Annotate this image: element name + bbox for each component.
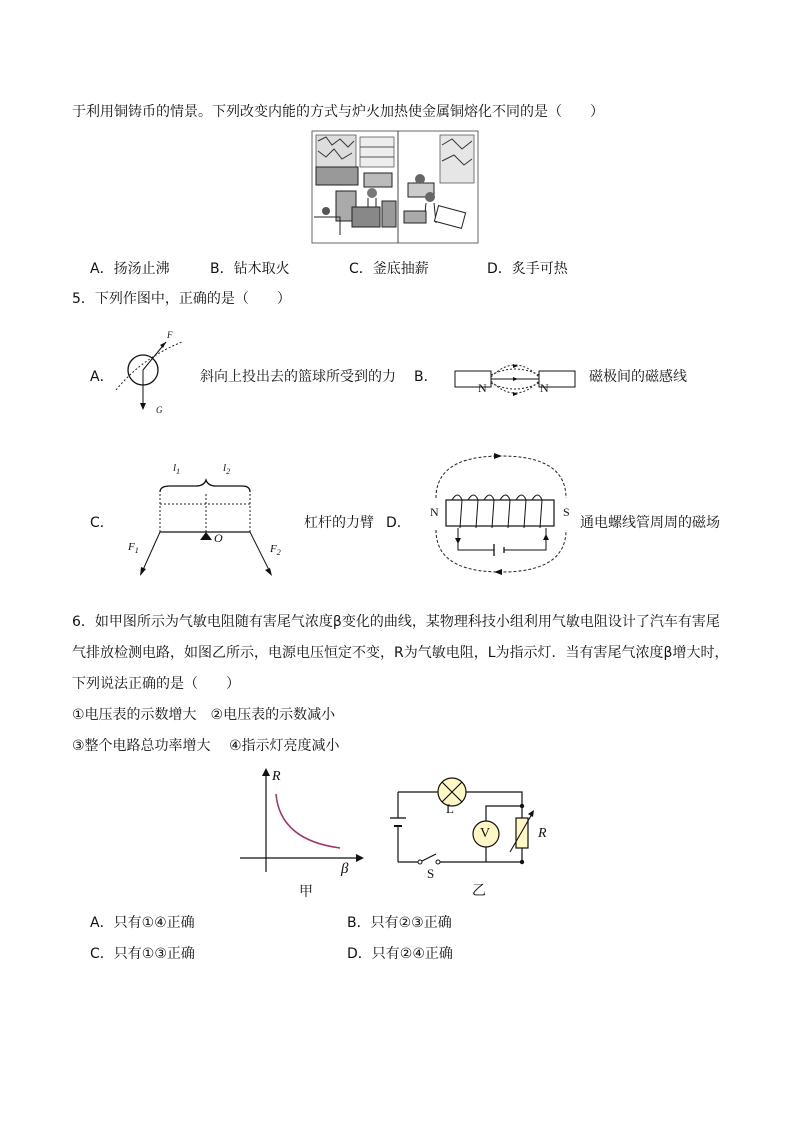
circuit-diagram <box>390 772 550 872</box>
q4-option-a: A．扬汤止沸 <box>90 261 170 277</box>
circuit-resistor-label: R <box>538 826 547 841</box>
q6-option-b: B．只有②③正确 <box>347 915 452 931</box>
q5-option-b-label: B． <box>414 369 438 385</box>
graph-x-label: β <box>341 861 349 877</box>
q6-option-a: A．只有①④正确 <box>90 915 195 931</box>
lever-f1-label: $F_1$ <box>128 541 139 556</box>
q5-option-b-caption: 磁极间的磁感线 <box>589 369 687 385</box>
lever-f2-label: $F_2$ <box>270 543 281 558</box>
q5-option-c-label: C． <box>90 515 114 531</box>
circuit-voltmeter-label: V <box>480 826 491 841</box>
lever-fulcrum-label: O <box>214 531 223 545</box>
force-f-label: F <box>167 330 173 340</box>
q5-option-a-caption: 斜向上投出去的篮球所受到的力 <box>200 369 396 385</box>
q6-statement-1-2: ①电压表的示数增大 ②电压表的示数减小 <box>72 707 336 723</box>
magnet-pole-left: N <box>478 381 487 395</box>
graph-y-label: R <box>272 769 281 784</box>
solenoid-field-diagram <box>428 450 574 576</box>
coin-casting-illustration <box>312 131 478 243</box>
graph-caption: 甲 <box>299 884 313 900</box>
q5-option-c-caption: 杠杆的力臂 <box>304 515 374 531</box>
q4-stem: 于利用铜铸币的情景。下列改变内能的方式与炉火加热使金属铜熔化不同的是（ ） <box>72 104 604 120</box>
lever-l1-label: $l_1$ <box>173 462 181 477</box>
q6-option-d: D．只有②④正确 <box>347 946 453 962</box>
lever-arm-diagram <box>130 470 280 580</box>
solenoid-n-label: N <box>430 505 439 519</box>
magnet-pole-right: N <box>540 381 549 395</box>
q6-stem-line1: 6．如甲图所示为气敏电阻随有害尾气浓度β变化的曲线，某物理科技小组利用气敏电阻设计了汽车有害尾 <box>72 614 720 630</box>
circuit-switch-label: S <box>427 866 435 881</box>
q6-option-c: C．只有①③正确 <box>90 946 195 962</box>
q6-stem-line3: 下列说法正确的是（ ） <box>72 676 240 692</box>
q5-option-d-label: D． <box>386 515 411 531</box>
lever-l2-label: $l_2$ <box>223 462 231 477</box>
q6-stem-line2: 气排放检测电路，如图乙所示，电源电压恒定不变，R为气敏电阻，L为指示灯．当有害尾气浓度β增大时， <box>72 645 729 661</box>
q6-statement-3-4: ③整个电路总功率增大 ④指示灯亮度减小 <box>72 738 340 754</box>
q5-option-d-caption: 通电螺线管周周的磁场 <box>580 515 720 531</box>
solenoid-s-label: S <box>563 505 570 519</box>
circuit-lamp-label: L <box>446 801 454 816</box>
q5-stem: 5．下列作图中，正确的是（ ） <box>72 291 291 307</box>
q5-option-a-label: A． <box>90 369 114 385</box>
q4-option-b: B．钻木取火 <box>210 261 290 277</box>
basketball-force-diagram <box>112 328 192 418</box>
q4-option-d: D．炙手可热 <box>487 261 568 277</box>
force-g-label: G <box>156 405 163 415</box>
q4-option-c: C．釜底抽薪 <box>349 261 429 277</box>
magnet-field-lines-diagram <box>455 355 575 403</box>
circuit-caption: 乙 <box>472 883 486 899</box>
